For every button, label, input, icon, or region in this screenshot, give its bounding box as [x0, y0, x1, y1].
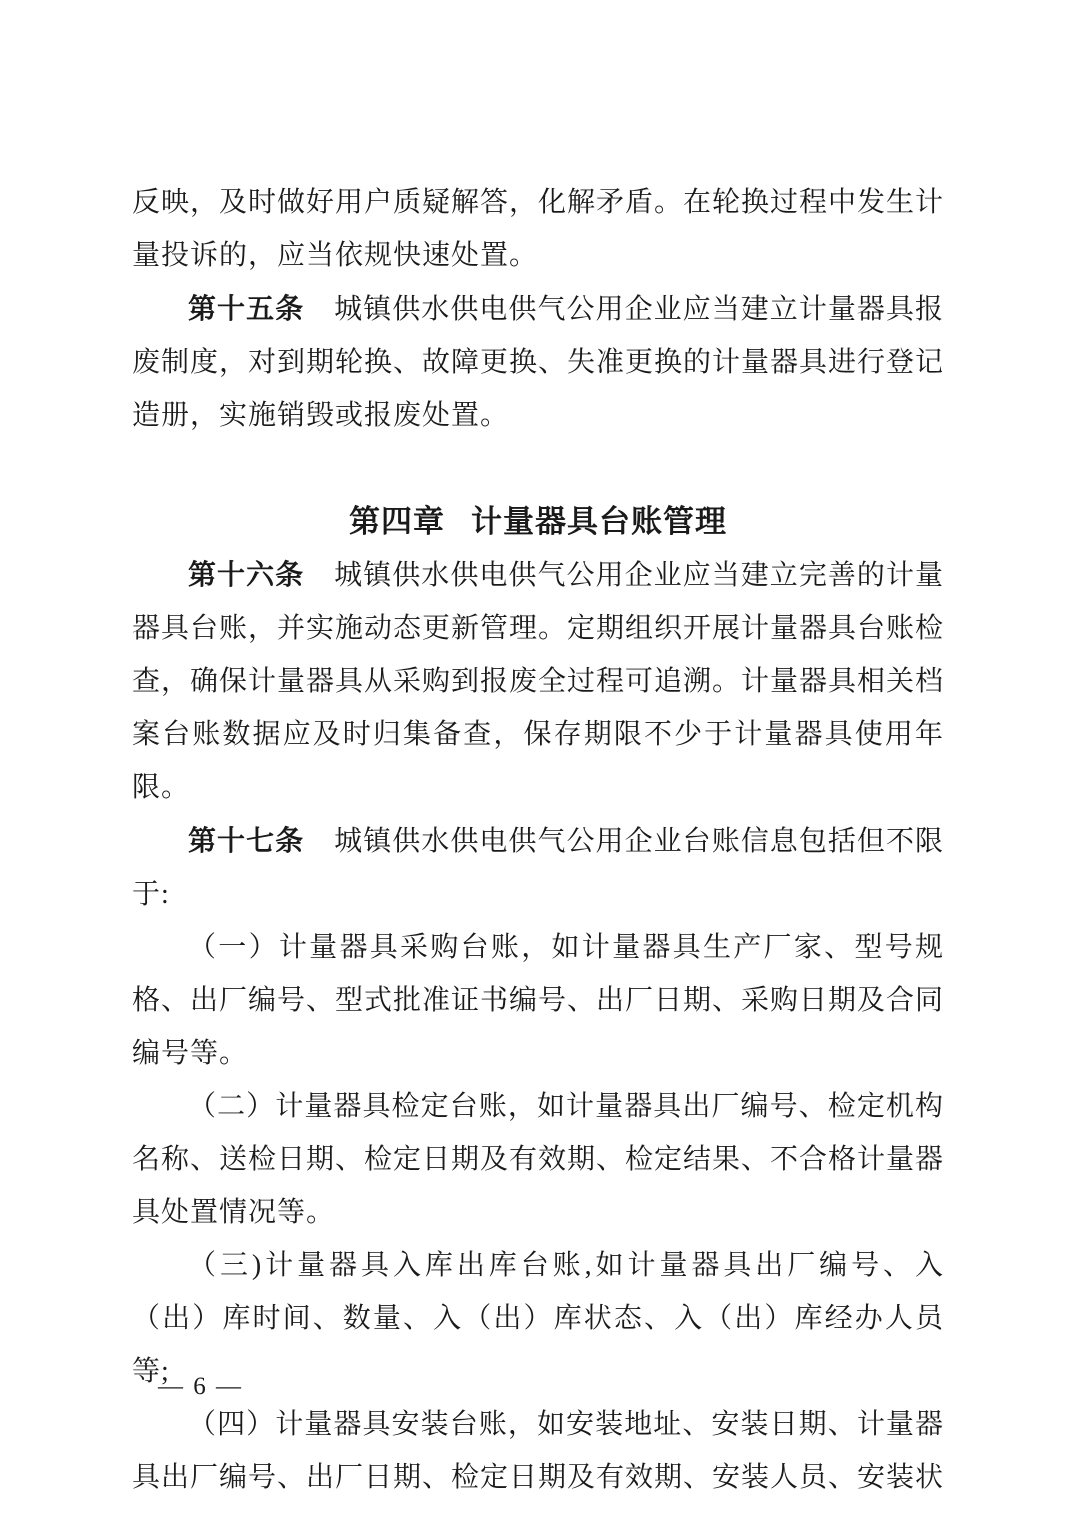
article-16-text: 城镇供水供电供气公用企业应当建立完善的计量器具台账，并实施动态更新管理。定期组织开展计量器具台账检查，确保计量器具从采购到报废全过程可追溯。计量器具相关档案台账数据应及时归集备查，保存期限不少于计量器具使用年限。 — [132, 560, 945, 803]
article-17-number: 第十七条 — [188, 825, 305, 856]
article-16-paragraph — [132, 548, 944, 814]
chapter-4-number: 第四章 — [349, 504, 445, 539]
chapter-4-heading — [132, 495, 944, 548]
list-item-2: （二）计量器具检定台账，如计量器具出厂编号、检定机构名称、送检日期、检定日期及有效期、检定结果、不合格计量器具处置情况等。 — [132, 1091, 945, 1228]
list-item-1: （一）计量器具采购台账，如计量器具生产厂家、型号规格、出厂编号、型式批准证书编号、出厂日期、采购日期及合同编号等。 — [132, 932, 945, 1069]
page-number: — 6 — — [158, 1373, 243, 1400]
article-17-paragraph — [132, 814, 944, 921]
document-body — [132, 176, 944, 1504]
paragraph-continuation: 反映，及时做好用户质疑解答，化解矛盾。在轮换过程中发生计量投诉的，应当依规快速处置。 — [132, 187, 945, 271]
chapter-4-title: 计量器具台账管理 — [471, 504, 727, 539]
article-15-paragraph — [132, 282, 944, 442]
article-15-number: 第十五条 — [188, 293, 305, 324]
list-item-3: （三)计量器具入库出库台账,如计量器具出厂编号、入（出）库时间、数量、入（出）库状态、入（出）库经办人员等; — [132, 1250, 944, 1387]
article-16-number: 第十六条 — [188, 559, 305, 590]
article-17-text: 城镇供水供电供气公用企业台账信息包括但不限于: — [132, 826, 944, 910]
article-15-text: 城镇供水供电供气公用企业应当建立计量器具报废制度，对到期轮换、故障更换、失准更换的计量器具进行登记造册，实施销毁或报废处置。 — [132, 294, 945, 431]
list-item-4: （四）计量器具安装台账，如安装地址、安装日期、计量器具出厂编号、出厂日期、检定日期及有效期、安装人员、安装状 — [132, 1409, 945, 1493]
